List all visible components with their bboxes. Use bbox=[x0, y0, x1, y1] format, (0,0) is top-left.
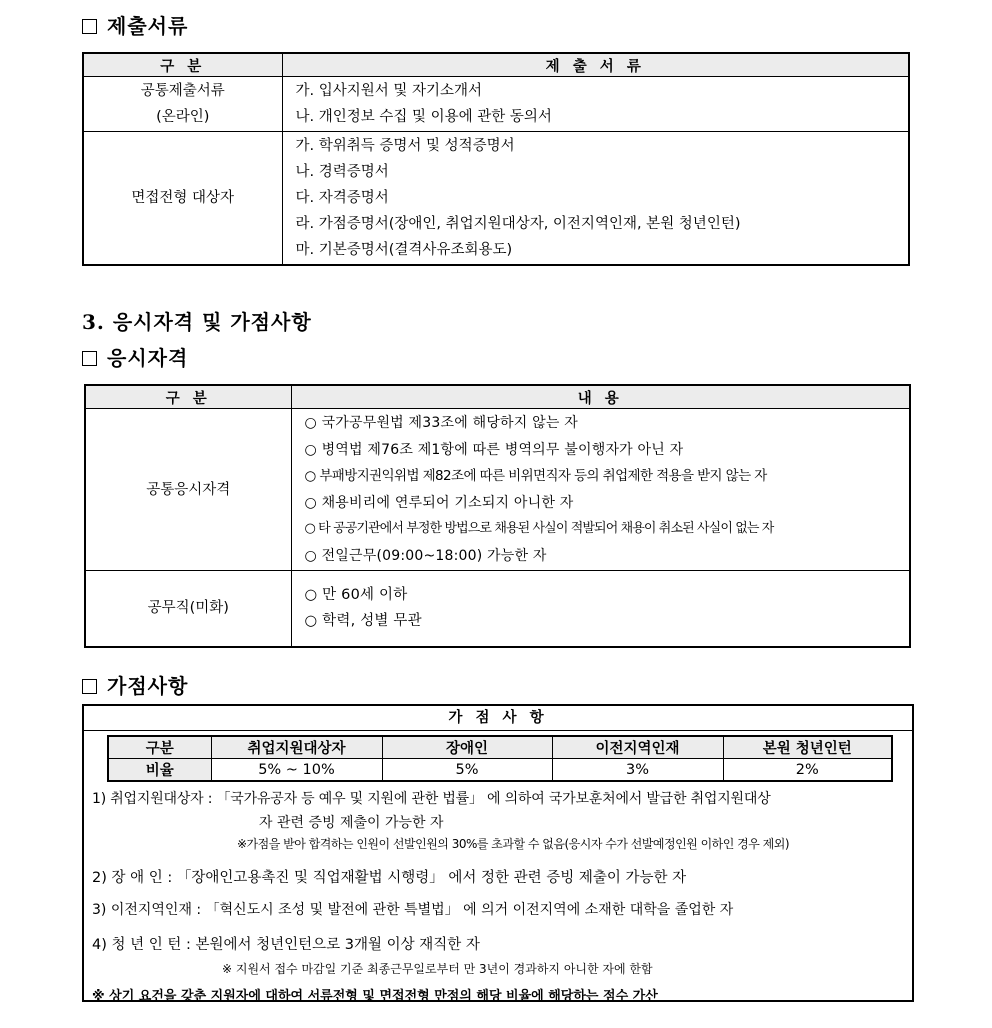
bonus-box bbox=[82, 704, 914, 1002]
note-intern: 4) 청 년 인 턴 : 본원에서 청년인턴으로 3개월 이상 재직한 자 bbox=[92, 937, 480, 953]
rate-header-disabled: 장애인 bbox=[382, 736, 552, 759]
bonus-box-title: 가 점 사 항 bbox=[84, 706, 912, 731]
note-employment-limit: ※가점을 받아 합격하는 인원이 선발인원의 30%를 초과할 수 없음(응시자 수가 선발예정인원 이하인 경우 제외) bbox=[237, 837, 790, 851]
rate-header-category: 구분 bbox=[108, 736, 211, 759]
checkbox-square-icon bbox=[82, 19, 97, 34]
row-label-common-qualification: 공통응시자격 bbox=[85, 409, 291, 571]
row-label-interview: 면접전형 대상자 bbox=[83, 132, 282, 266]
row-items-common-qualification: ○ 국가공무원법 제33조에 해당하지 않는 자 ○ 병역법 제76조 제1항에 따른 병역의무 불이행자가 아닌 자 ○ 부패방지권익위법 제82조에 따른 비위면직자 등의 취업제한 적용을 받지 않는 자 ○ 채용비리에 연루되어 기소되지 아니한 자 ○ 타 공공기관에서 부정한 방법으로 채용된 사실이 적발되어 채용이 취소된 사실이 없는 자 ○ 전일근무(09:00~18:00) 가능한 자 bbox=[291, 409, 910, 571]
row-items-interview: 가. 학위취득 증명서 및 성적증명서 나. 경력증명서 다. 자격증명서 라. 가점증명서(장애인, 취업지원대상자, 이전지역인재, 본원 청년인턴) 마. 기본증명서(결격사유조회용도) bbox=[282, 132, 909, 266]
rate-intern: 2% bbox=[723, 759, 892, 782]
rate-header-intern: 본원 청년인턴 bbox=[723, 736, 892, 759]
bonus-heading: 가점사항 bbox=[82, 670, 188, 699]
col-header-documents: 제 출 서 류 bbox=[282, 53, 909, 77]
bonus-rate-table bbox=[107, 735, 893, 782]
row-label-cleaning: 공무직(미화) bbox=[85, 571, 291, 647]
col-header-content: 내 용 bbox=[291, 385, 910, 409]
checkbox-square-icon bbox=[82, 351, 97, 366]
note-disabled: 2) 장 애 인 : 「장애인고용촉진 및 직업재활법 시행령」 에서 정한 관련 증빙 제출이 가능한 자 bbox=[92, 870, 687, 886]
qualification-heading: 응시자격 bbox=[82, 342, 188, 371]
col-header-category: 구 분 bbox=[85, 385, 291, 409]
note-employment: 1) 취업지원대상자 : 「국가유공자 등 예우 및 지원에 관한 법률」 에 의하여 국가보훈처에서 발급한 취업지원대상 bbox=[92, 791, 771, 807]
section3-title: 3. 응시자격 및 가점사항 bbox=[82, 310, 312, 334]
rate-header-relocation: 이전지역인재 bbox=[552, 736, 723, 759]
bonus-footer-note: ※ 상기 요건을 갖춘 지원자에 대하여 서류전형 및 면접전형 만점의 해당 비율에 해당하는 점수 가산 bbox=[92, 989, 658, 1004]
rate-employment: 5% ~ 10% bbox=[211, 759, 382, 782]
col-header-category: 구 분 bbox=[83, 53, 282, 77]
note-intern-limit: ※ 지원서 접수 마감일 기준 최종근무일로부터 만 3년이 경과하지 아니한 자에 한함 bbox=[222, 962, 653, 976]
docs-table bbox=[82, 52, 910, 266]
docs-heading: 제출서류 bbox=[82, 10, 188, 39]
row-label-common: 공통제출서류 (온라인) bbox=[83, 77, 282, 132]
rate-row-label: 비율 bbox=[108, 759, 211, 782]
row-items-cleaning: ○ 만 60세 이하 ○ 학력, 성별 무관 bbox=[291, 571, 910, 647]
note-relocation: 3) 이전지역인재 : 「혁신도시 조성 및 발전에 관한 특별법」 에 의거 이전지역에 소재한 대학을 졸업한 자 bbox=[92, 902, 734, 918]
rate-disabled: 5% bbox=[382, 759, 552, 782]
rate-header-employment: 취업지원대상자 bbox=[211, 736, 382, 759]
checkbox-square-icon bbox=[82, 679, 97, 694]
note-employment-cont: 자 관련 증빙 제출이 가능한 자 bbox=[259, 815, 444, 831]
row-items-common: 가. 입사지원서 및 자기소개서 나. 개인정보 수집 및 이용에 관한 동의서 bbox=[282, 77, 909, 132]
rate-relocation: 3% bbox=[552, 759, 723, 782]
qualification-table bbox=[84, 384, 911, 648]
